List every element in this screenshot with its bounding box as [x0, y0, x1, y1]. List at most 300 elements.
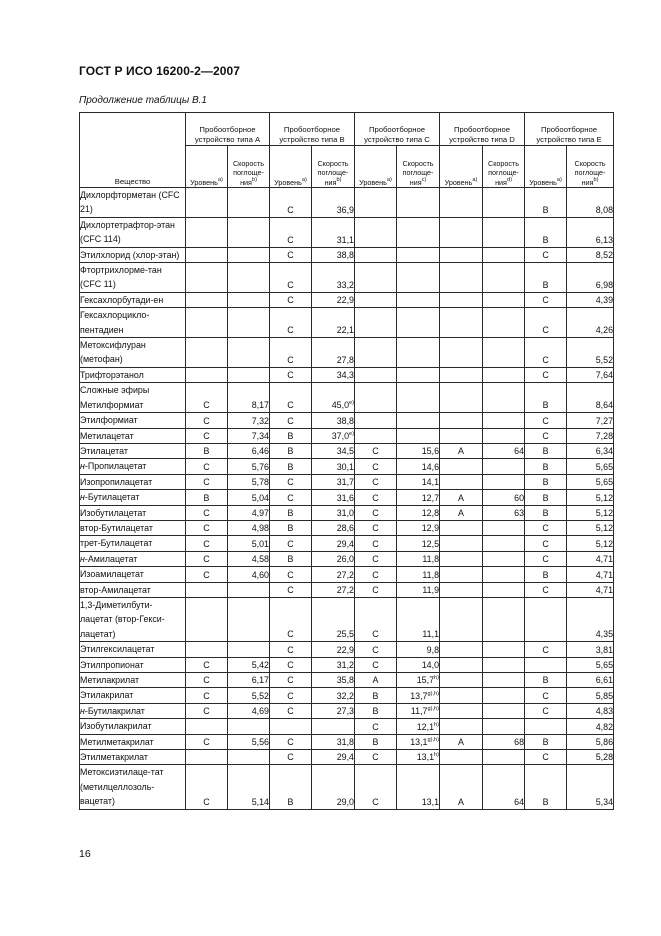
level-cell	[440, 367, 483, 382]
rate-cell	[483, 551, 525, 566]
rate-cell	[397, 520, 440, 535]
rate-cell	[483, 703, 525, 718]
rate-value: 68	[514, 737, 525, 748]
table-row	[80, 247, 614, 262]
level-cell	[355, 413, 397, 428]
table-row	[80, 428, 614, 443]
substance-name: Дихлортетрафтор-этан (CFC 114)	[80, 217, 186, 247]
substance-name: Этилхлорид (хлор-этан)	[80, 247, 186, 262]
substance-name: Метоксифлуран (метофан)	[80, 338, 186, 368]
level-cell: B	[186, 443, 228, 458]
table-row	[80, 582, 614, 597]
rate-cell	[483, 338, 525, 368]
rate-cell	[397, 459, 440, 474]
rate-cell	[397, 719, 440, 734]
table-row	[80, 688, 614, 703]
level-cell	[440, 247, 483, 262]
header-rate-label: Скорость поглоще-ния	[232, 158, 265, 187]
rate-value: 8,08	[595, 204, 614, 215]
rate-cell	[483, 428, 525, 443]
rate-cell	[397, 367, 440, 382]
level-cell: C	[186, 567, 228, 582]
rate-value: 11,9	[422, 584, 440, 595]
rate-cell	[483, 505, 525, 520]
level-cell: C	[525, 247, 567, 262]
rate-cell	[228, 719, 270, 734]
header-level	[270, 146, 312, 188]
header-rate-note: b)	[593, 176, 599, 183]
rate-value: 29,4	[336, 752, 354, 763]
substance-name: Этилгексилацетат	[80, 642, 186, 657]
rate-cell	[567, 413, 614, 428]
header-level-label: Уровень	[444, 177, 473, 187]
rate-cell	[228, 490, 270, 505]
rate-value: 4,69	[251, 706, 269, 717]
header-rate-note: b)	[251, 176, 257, 183]
table-row	[80, 642, 614, 657]
rate-cell	[567, 673, 614, 688]
table-row	[80, 719, 614, 734]
level-cell: B	[355, 703, 397, 718]
level-cell: C	[270, 567, 312, 582]
level-cell: C	[355, 642, 397, 657]
rate-value: 64	[514, 796, 525, 807]
rate-value: 63	[514, 507, 525, 518]
rate-value: 33,2	[336, 279, 354, 290]
level-cell: C	[270, 582, 312, 597]
rate-cell	[397, 217, 440, 247]
header-device-type-a: Пробоотборное устройство типа А	[186, 113, 270, 146]
rate-cell	[228, 703, 270, 718]
rate-cell	[567, 292, 614, 307]
rate-value: 5,65	[595, 477, 614, 488]
rate-cell	[228, 536, 270, 551]
substance-name: втор-Амилацетат	[80, 582, 186, 597]
rate-value: 37,0	[331, 430, 350, 441]
level-cell: B	[525, 383, 567, 413]
level-cell	[355, 308, 397, 338]
level-cell: A	[440, 490, 483, 505]
level-cell: C	[270, 413, 312, 428]
rate-value: 14,1	[421, 477, 440, 488]
level-cell	[525, 719, 567, 734]
level-cell: B	[525, 567, 567, 582]
level-cell	[440, 703, 483, 718]
table-row	[80, 673, 614, 688]
rate-value: 5,56	[251, 737, 269, 748]
rate-value: 7,34	[251, 430, 269, 441]
substance-name: Дихлорфторметан (CFC 21)	[80, 188, 186, 218]
rate-value: 5,12	[595, 507, 614, 518]
rate-cell	[483, 443, 525, 458]
table-row	[80, 536, 614, 551]
level-cell: C	[186, 413, 228, 428]
rate-footnote: g),h)	[427, 690, 440, 697]
level-cell: A	[440, 765, 483, 809]
rate-cell	[312, 308, 355, 338]
level-cell: B	[525, 263, 567, 293]
substance-rest: -Пропилацетат	[84, 461, 147, 472]
level-cell: C	[186, 474, 228, 489]
level-cell	[186, 263, 228, 293]
rate-cell	[228, 247, 270, 262]
rate-cell	[312, 217, 355, 247]
rate-cell	[483, 383, 525, 413]
rate-cell	[312, 597, 355, 641]
rate-cell	[228, 459, 270, 474]
rate-cell	[312, 536, 355, 551]
rate-cell	[228, 750, 270, 765]
level-cell	[440, 263, 483, 293]
table-row	[80, 657, 614, 672]
level-cell	[186, 188, 228, 218]
rate-cell	[228, 474, 270, 489]
rate-cell	[228, 505, 270, 520]
rate-value: 36,9	[336, 204, 354, 215]
level-cell: C	[270, 490, 312, 505]
level-cell: C	[525, 367, 567, 382]
rate-cell	[228, 413, 270, 428]
rate-cell	[567, 217, 614, 247]
rate-cell	[312, 520, 355, 535]
table-caption: Продолжение таблицы В.1	[79, 95, 207, 106]
rate-cell	[483, 247, 525, 262]
rate-cell	[312, 688, 355, 703]
level-cell	[440, 582, 483, 597]
level-cell	[525, 597, 567, 641]
rate-cell	[483, 459, 525, 474]
rate-cell	[397, 383, 440, 413]
substance-name	[80, 459, 186, 474]
table-row	[80, 490, 614, 505]
level-cell: C	[186, 505, 228, 520]
substance-name: Трифторэтанол	[80, 367, 186, 382]
rate-value: 4,98	[251, 523, 269, 534]
rate-cell	[483, 367, 525, 382]
rate-value: 31,1	[336, 234, 354, 245]
rate-cell	[397, 413, 440, 428]
rate-cell	[228, 642, 270, 657]
rate-cell	[397, 474, 440, 489]
rate-value: 5,86	[595, 737, 614, 748]
level-cell: A	[440, 734, 483, 749]
rate-value: 4,83	[595, 706, 614, 717]
rate-cell	[397, 567, 440, 582]
rate-value: 8,17	[251, 400, 269, 411]
rate-cell	[567, 428, 614, 443]
rate-value: 5,76	[251, 461, 269, 472]
substance-name: 1,3-Диметилбути-лацетат (втор-Гекси-лацетат)	[80, 597, 186, 641]
rate-cell	[397, 443, 440, 458]
rate-cell	[228, 383, 270, 413]
rate-cell	[312, 719, 355, 734]
level-cell	[186, 308, 228, 338]
substance-name	[80, 703, 186, 718]
table-row	[80, 765, 614, 809]
rate-cell	[483, 765, 525, 809]
level-cell: B	[270, 765, 312, 809]
rate-value: 32,2	[336, 690, 354, 701]
header-level-label: Уровень	[274, 177, 302, 187]
rate-cell	[567, 474, 614, 489]
rate-cell	[397, 750, 440, 765]
rate-value: 25,5	[336, 629, 354, 640]
rate-cell	[567, 597, 614, 641]
rate-value: 8,64	[595, 400, 614, 411]
substance-name: трет-Бутилацетат	[80, 536, 186, 551]
rate-cell	[312, 367, 355, 382]
rate-value: 7,27	[595, 415, 614, 426]
rate-cell	[567, 688, 614, 703]
level-cell: C	[270, 263, 312, 293]
rate-value: 28,6	[336, 523, 354, 534]
level-cell: C	[270, 308, 312, 338]
rate-cell	[228, 567, 270, 582]
level-cell: C	[186, 428, 228, 443]
substance-name: Метилакрилат	[80, 673, 186, 688]
rate-cell	[312, 734, 355, 749]
rate-value: 22,9	[336, 295, 354, 306]
rate-cell	[483, 474, 525, 489]
level-cell: B	[525, 459, 567, 474]
level-cell: C	[525, 688, 567, 703]
level-cell: C	[186, 551, 228, 566]
rate-cell	[397, 263, 440, 293]
level-cell: B	[270, 520, 312, 535]
rate-cell	[483, 597, 525, 641]
rate-value: 3,81	[595, 644, 614, 655]
level-cell: C	[355, 597, 397, 641]
level-cell: B	[355, 734, 397, 749]
substance-name: Изоамилацетат	[80, 567, 186, 582]
level-cell: C	[355, 567, 397, 582]
level-cell: C	[270, 367, 312, 382]
rate-cell	[483, 582, 525, 597]
table-row	[80, 383, 614, 413]
rate-value: 11,8	[422, 554, 440, 565]
level-cell	[186, 247, 228, 262]
rate-value: 45,0	[331, 400, 350, 411]
rate-value: 14,6	[421, 461, 440, 472]
table-row	[80, 703, 614, 718]
rate-cell	[397, 188, 440, 218]
rate-cell	[567, 383, 614, 413]
header-rate	[567, 146, 614, 188]
rate-cell	[483, 750, 525, 765]
table-row	[80, 292, 614, 307]
rate-value: 22,1	[336, 325, 354, 336]
rate-cell	[228, 688, 270, 703]
rate-value: 6,13	[595, 234, 614, 245]
level-cell	[440, 642, 483, 657]
level-cell	[440, 520, 483, 535]
level-cell	[440, 567, 483, 582]
rate-value: 34,5	[336, 446, 354, 457]
level-cell: C	[186, 734, 228, 749]
level-cell	[440, 338, 483, 368]
level-cell: B	[525, 188, 567, 218]
header-device-type-c: Пробоотборное устройство типа С	[355, 113, 440, 146]
header-row-devices	[80, 113, 614, 146]
rate-cell	[228, 520, 270, 535]
level-cell	[525, 657, 567, 672]
rate-value: 12,8	[421, 507, 440, 518]
header-rate-note: b)	[336, 176, 342, 183]
rate-cell	[567, 657, 614, 672]
rate-cell	[312, 765, 355, 809]
rate-cell	[567, 582, 614, 597]
level-cell: C	[270, 247, 312, 262]
substance-name: Этилформиат	[80, 413, 186, 428]
rate-value: 12,7	[421, 492, 440, 503]
rate-cell	[397, 597, 440, 641]
rate-cell	[397, 490, 440, 505]
level-cell: C	[355, 474, 397, 489]
level-cell	[440, 597, 483, 641]
level-cell: C	[270, 217, 312, 247]
rate-cell	[312, 490, 355, 505]
rate-value: 13,7	[410, 690, 428, 701]
level-cell	[355, 292, 397, 307]
level-cell: C	[355, 750, 397, 765]
rate-cell	[483, 292, 525, 307]
rate-cell	[312, 459, 355, 474]
level-cell: C	[525, 428, 567, 443]
level-cell: C	[270, 750, 312, 765]
rate-cell	[312, 338, 355, 368]
substance-name	[80, 490, 186, 505]
level-cell	[355, 338, 397, 368]
rate-cell	[397, 765, 440, 809]
level-cell: C	[525, 536, 567, 551]
rate-value: 5,42	[251, 660, 269, 670]
rate-cell	[397, 688, 440, 703]
rate-cell	[228, 428, 270, 443]
header-rate-label: Скорость поглоще-ния	[574, 158, 606, 187]
rate-value: 11,7	[410, 706, 428, 717]
header-level-note: a)	[301, 176, 307, 183]
level-cell: C	[355, 505, 397, 520]
substance-name: Сложные эфиры Метилформиат	[80, 383, 186, 413]
table-row	[80, 734, 614, 749]
rate-value: 5,28	[595, 752, 614, 763]
header-rate	[483, 146, 525, 188]
rate-value: 27,3	[336, 706, 354, 717]
page-number: 16	[79, 848, 91, 860]
table-row	[80, 597, 614, 641]
level-cell: C	[186, 688, 228, 703]
header-level	[525, 146, 567, 188]
level-cell	[186, 217, 228, 247]
level-cell	[355, 247, 397, 262]
level-cell	[440, 474, 483, 489]
level-cell: C	[270, 383, 312, 413]
level-cell: B	[270, 428, 312, 443]
level-cell: C	[270, 657, 312, 672]
rate-cell	[312, 263, 355, 293]
rate-cell	[567, 734, 614, 749]
level-cell	[186, 338, 228, 368]
level-cell: B	[525, 443, 567, 458]
rate-cell	[312, 383, 355, 413]
rate-cell	[483, 567, 525, 582]
rate-cell	[567, 567, 614, 582]
rate-value: 27,8	[336, 354, 354, 365]
level-cell	[186, 642, 228, 657]
level-cell: C	[270, 597, 312, 641]
level-cell: B	[525, 474, 567, 489]
rate-cell	[397, 642, 440, 657]
table-row	[80, 443, 614, 458]
level-cell: C	[525, 520, 567, 535]
level-cell: A	[355, 673, 397, 688]
rate-value: 4,60	[251, 569, 269, 580]
substance-name: Метилацетат	[80, 428, 186, 443]
rate-cell	[397, 582, 440, 597]
rate-cell	[483, 688, 525, 703]
level-cell	[440, 188, 483, 218]
level-cell	[440, 413, 483, 428]
rate-cell	[567, 443, 614, 458]
rate-cell	[312, 582, 355, 597]
rate-value: 11,8	[422, 569, 440, 580]
level-cell: C	[186, 459, 228, 474]
rate-cell	[567, 703, 614, 718]
rate-cell	[397, 536, 440, 551]
level-cell: C	[186, 657, 228, 672]
rate-value: 60	[514, 492, 525, 503]
level-cell	[440, 551, 483, 566]
level-cell: B	[525, 734, 567, 749]
rate-value: 5,01	[251, 538, 269, 549]
rate-cell	[312, 474, 355, 489]
rate-value: 5,65	[595, 461, 614, 472]
table-row	[80, 567, 614, 582]
level-cell: C	[525, 551, 567, 566]
level-cell: C	[355, 520, 397, 535]
table-row	[80, 750, 614, 765]
rate-value: 4,82	[595, 721, 614, 732]
rate-cell	[228, 673, 270, 688]
rate-value: 9,8	[426, 644, 440, 655]
rate-cell	[397, 428, 440, 443]
table-row	[80, 551, 614, 566]
rate-value: 15,7	[416, 675, 435, 686]
rate-value: 27,2	[336, 584, 354, 595]
level-cell: C	[186, 673, 228, 688]
rate-cell	[397, 505, 440, 520]
rate-value: 5,34	[595, 796, 614, 807]
level-cell	[440, 688, 483, 703]
rate-cell	[567, 551, 614, 566]
rate-value: 15,6	[421, 446, 440, 457]
level-cell: C	[355, 551, 397, 566]
level-cell	[440, 292, 483, 307]
rate-value: 4,39	[595, 295, 614, 306]
rate-value: 64	[514, 446, 525, 457]
rate-footnote: h)	[434, 721, 440, 728]
level-cell	[186, 367, 228, 382]
level-cell	[355, 428, 397, 443]
rate-value: 6,98	[595, 279, 614, 290]
rate-cell	[567, 338, 614, 368]
rate-value: 5,52	[251, 690, 269, 701]
level-cell: C	[270, 673, 312, 688]
rate-cell	[483, 734, 525, 749]
rate-cell	[567, 536, 614, 551]
rate-value: 30,1	[336, 461, 354, 472]
level-cell: C	[270, 642, 312, 657]
